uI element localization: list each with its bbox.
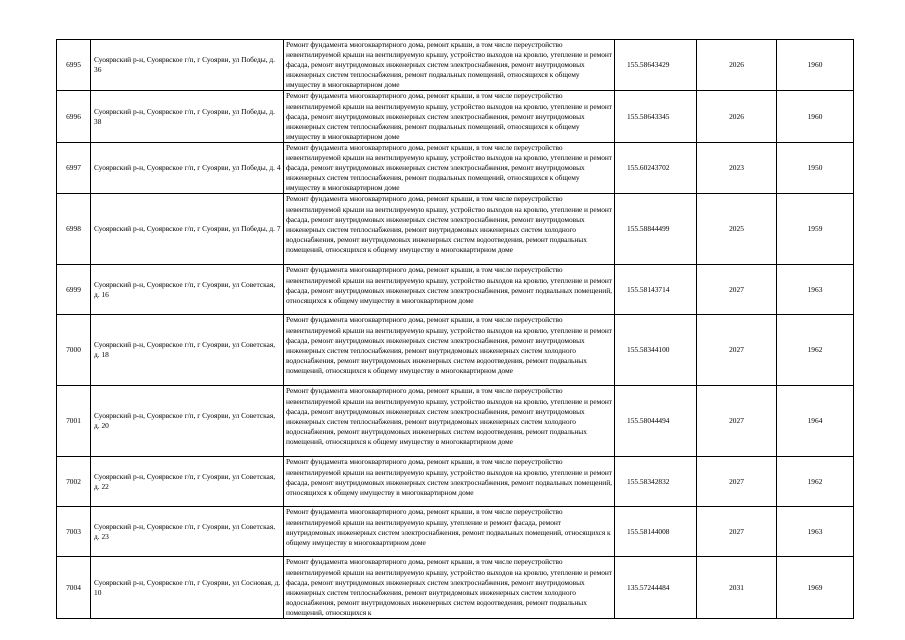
row-number: 6999 (57, 265, 91, 315)
area-cell: 155.58144008 (615, 507, 697, 557)
area-cell: 155.58643429 (615, 40, 697, 91)
table-body (57, 40, 854, 619)
built-year-cell: 1962 (777, 315, 854, 386)
works-cell: Ремонт фундамента многоквартирного дома, ремонт крыши, в том числе переустройство невентилируемой крыши на вентилируемую крышу, устройство выходов на кровлю, утепление и ремонт фасада, ремонт внутридомовых инженерных систем электроснабжения, ремонт внутридомовых инженерных систем теплоснабжения, ремонт внутридомовых инженерных систем холодного водоснабжения, ремонт внутридомовых инженерных систем водоотведения, ремонт подвальных помещений, относящихся к общему имуществу в многоквартирном доме (284, 386, 615, 457)
address-cell: Суоярвский р-н, Суоярвское г/п, г Суоярви, ул Сосновая, д. 10 (91, 557, 284, 619)
row-number: 7000 (57, 315, 91, 386)
table-row (57, 91, 854, 142)
planned-year-cell: 2031 (697, 557, 777, 619)
area-cell: 155.58044494 (615, 386, 697, 457)
area-cell: 155.60243702 (615, 142, 697, 193)
address-cell: Суоярвский р-н, Суоярвское г/п, г Суоярви, ул Победы, д. 7 (91, 194, 284, 265)
table-row (57, 557, 854, 619)
planned-year-cell: 2027 (697, 507, 777, 557)
planned-year-cell: 2025 (697, 194, 777, 265)
built-year-cell: 1950 (777, 142, 854, 193)
row-number: 6998 (57, 194, 91, 265)
works-cell: Ремонт фундамента многоквартирного дома, ремонт крыши, в том числе переустройство невентилируемой крыши на вентилируемую крышу, устройство выходов на кровлю, утепление и ремонт фасада, ремонт внутридомовых инженерных систем электроснабжения, ремонт внутридомовых инженерных систем теплоснабжения, ремонт внутридомовых инженерных систем холодного водоснабжения, ремонт внутридомовых инженерных систем водоотведения, ремонт подвальных помещений, относящихся к общему имуществу в многоквартирном доме (284, 194, 615, 265)
row-number: 7001 (57, 386, 91, 457)
address-cell: Суоярвский р-н, Суоярвское г/п, г Суоярви, ул Советская, д. 22 (91, 457, 284, 507)
built-year-cell: 1964 (777, 386, 854, 457)
row-number: 7004 (57, 557, 91, 619)
area-cell: 155.58143714 (615, 265, 697, 315)
area-cell: 155.58342832 (615, 457, 697, 507)
table-row (57, 457, 854, 507)
table-row (57, 315, 854, 386)
table-row (57, 265, 854, 315)
capital-repair-table (56, 39, 854, 619)
table-row (57, 386, 854, 457)
row-number: 7003 (57, 507, 91, 557)
built-year-cell: 1963 (777, 507, 854, 557)
works-cell: Ремонт фундамента многоквартирного дома, ремонт крыши, в том числе переустройство невентилируемой крыши на вентилируемую крышу, устройство выходов на кровлю, утепление и ремонт фасада, ремонт внутридомовых инженерных систем электроснабжения, ремонт подвальных помещений, относящихся к общему имуществу в многоквартирном доме (284, 457, 615, 507)
works-cell: Ремонт фундамента многоквартирного дома, ремонт крыши, в том числе переустройство невентилируемой крыши на вентилируемую крышу, устройство выходов на кровлю, утепление и ремонт фасада, ремонт внутридомовых инженерных систем электроснабжения, ремонт внутридомовых инженерных систем теплоснабжения, ремонт подвальных помещений, относящихся к общему имуществу в многоквартирном доме (284, 142, 615, 193)
address-cell: Суоярвский р-н, Суоярвское г/п, г Суоярви, ул Советская, д. 20 (91, 386, 284, 457)
row-number: 6995 (57, 40, 91, 91)
planned-year-cell: 2026 (697, 91, 777, 142)
address-cell: Суоярвский р-н, Суоярвское г/п, г Суоярви, ул Победы, д. 4 (91, 142, 284, 193)
works-cell: Ремонт фундамента многоквартирного дома, ремонт крыши, в том числе переустройство невентилируемой крыши на вентилируемую крышу, устройство выходов на кровлю, утепление и ремонт фасада, ремонт внутридомовых инженерных систем электроснабжения, ремонт внутридомовых инженерных систем теплоснабжения, ремонт подвальных помещений, относящихся к общему имуществу в многоквартирном доме (284, 40, 615, 91)
address-cell: Суоярвский р-н, Суоярвское г/п, г Суоярви, ул Победы, д. 36 (91, 40, 284, 91)
area-cell: 135.57244484 (615, 557, 697, 619)
planned-year-cell: 2026 (697, 40, 777, 91)
works-cell: Ремонт фундамента многоквартирного дома, ремонт крыши, в том числе переустройство невентилируемой крыши на вентилируемую крышу, утепление и ремонт фасада, ремонт внутридомовых инженерных систем электроснабжения, ремонт подвальных помещений, относящихся к общему имуществу в многоквартирном доме (284, 507, 615, 557)
table-row (57, 142, 854, 193)
planned-year-cell: 2027 (697, 457, 777, 507)
row-number: 6997 (57, 142, 91, 193)
built-year-cell: 1969 (777, 557, 854, 619)
planned-year-cell: 2027 (697, 386, 777, 457)
address-cell: Суоярвский р-н, Суоярвское г/п, г Суоярви, ул Советская, д. 23 (91, 507, 284, 557)
row-number: 6996 (57, 91, 91, 142)
area-cell: 155.58344100 (615, 315, 697, 386)
row-number: 7002 (57, 457, 91, 507)
works-cell: Ремонт фундамента многоквартирного дома, ремонт крыши, в том числе переустройство невентилируемой крыши на вентилируемую крышу, устройство выходов на кровлю, утепление и ремонт фасада, ремонт внутридомовых инженерных систем электроснабжения, ремонт подвальных помещений, относящихся к общему имуществу в многоквартирном доме (284, 265, 615, 315)
address-cell: Суоярвский р-н, Суоярвское г/п, г Суоярви, ул Советская, д. 16 (91, 265, 284, 315)
planned-year-cell: 2027 (697, 315, 777, 386)
works-cell: Ремонт фундамента многоквартирного дома, ремонт крыши, в том числе переустройство невентилируемой крыши на вентилируемую крышу, устройство выходов на кровлю, утепление и ремонт фасада, ремонт внутридомовых инженерных систем электроснабжения, ремонт внутридомовых инженерных систем теплоснабжения, ремонт внутридомовых инженерных систем холодного водоснабжения, ремонт внутридомовых инженерных систем водоотведения, ремонт подвальных помещений, относящихся к (284, 557, 615, 619)
planned-year-cell: 2027 (697, 265, 777, 315)
address-cell: Суоярвский р-н, Суоярвское г/п, г Суоярви, ул Победы, д. 38 (91, 91, 284, 142)
table-row (57, 40, 854, 91)
table-row (57, 507, 854, 557)
area-cell: 155.58844499 (615, 194, 697, 265)
built-year-cell: 1959 (777, 194, 854, 265)
works-cell: Ремонт фундамента многоквартирного дома, ремонт крыши, в том числе переустройство невентилируемой крыши на вентилируемую крышу, устройство выходов на кровлю, утепление и ремонт фасада, ремонт внутридомовых инженерных систем электроснабжения, ремонт внутридомовых инженерных систем теплоснабжения, ремонт подвальных помещений, относящихся к общему имуществу в многоквартирном доме (284, 91, 615, 142)
built-year-cell: 1963 (777, 265, 854, 315)
works-cell: Ремонт фундамента многоквартирного дома, ремонт крыши, в том числе переустройство невентилируемой крыши на вентилируемую крышу, устройство выходов на кровлю, утепление и ремонт фасада, ремонт внутридомовых инженерных систем электроснабжения, ремонт внутридомовых инженерных систем теплоснабжения, ремонт внутридомовых инженерных систем холодного водоснабжения, ремонт внутридомовых инженерных систем водоотведения, ремонт подвальных помещений, относящихся к общему имуществу в многоквартирном доме (284, 315, 615, 386)
area-cell: 155.58643345 (615, 91, 697, 142)
built-year-cell: 1962 (777, 457, 854, 507)
table-row (57, 194, 854, 265)
planned-year-cell: 2023 (697, 142, 777, 193)
built-year-cell: 1960 (777, 40, 854, 91)
address-cell: Суоярвский р-н, Суоярвское г/п, г Суоярви, ул Советская, д. 18 (91, 315, 284, 386)
built-year-cell: 1960 (777, 91, 854, 142)
